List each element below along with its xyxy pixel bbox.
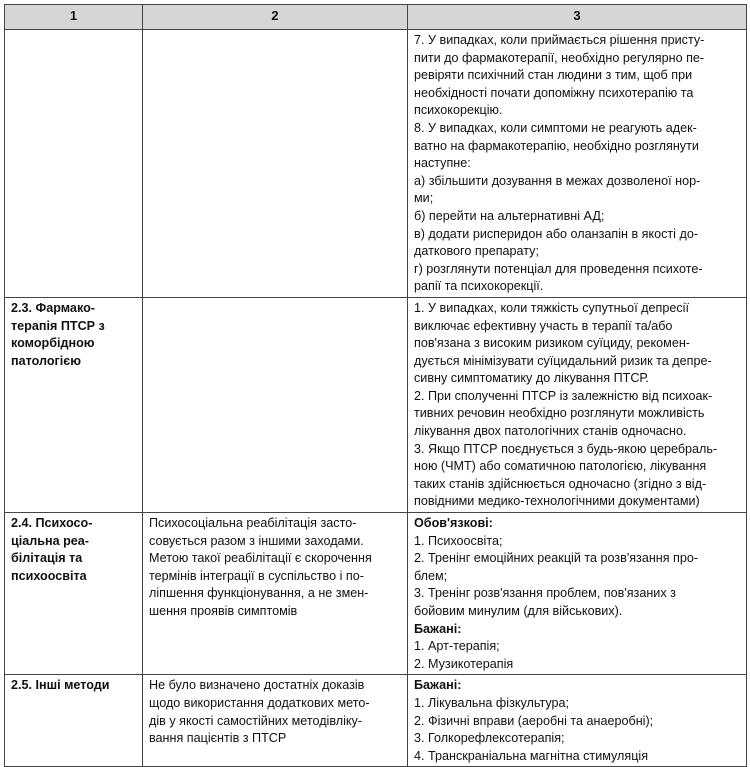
list-heading: Бажані: <box>414 621 462 636</box>
section-cell <box>5 513 143 675</box>
recommendation-line: блем; <box>414 568 448 583</box>
recommendation-line: ною (ЧМТ) або соматичною патологією, лікування <box>414 459 707 474</box>
section-title-line: білітація та <box>11 551 83 566</box>
recommendation-line: таких станів здійснюється одночасно (згідно з від- <box>414 476 707 491</box>
recommendation-line: виключає ефективну участь в терапії та/або <box>414 318 673 333</box>
section-cell <box>5 30 143 298</box>
description-line: термінів інтеграції в суспільство і по- <box>149 568 364 583</box>
recommendation-line: 8. У випадках, коли симптоми не реагують адек- <box>414 120 697 135</box>
recommendation-line: даткового препарату; <box>414 244 539 259</box>
description-line: шення проявів симптомів <box>149 604 298 618</box>
recommendation-line: бойовим минулим (для військових). <box>414 604 623 618</box>
description-line: щодо використання додаткових мето- <box>149 695 370 710</box>
header-row <box>5 5 747 30</box>
section-cell <box>5 297 143 512</box>
recommendation-line: 2. При сполученні ПТСР із залежністю від психоак- <box>414 388 713 403</box>
recommendation-cell <box>408 513 747 675</box>
table-row <box>5 675 747 767</box>
recommendation-line: 3. Якщо ПТСР поєднується з будь-якою церебраль- <box>414 441 718 456</box>
column-header-3: 3 <box>408 5 747 30</box>
recommendation-cell <box>408 30 747 298</box>
recommendation-line: пов'язана з високим ризиком суїциду, рекомен- <box>414 336 690 351</box>
recommendation-line: рапії та психокорекції. <box>414 279 544 294</box>
recommendation-line: необхідності почати допоміжну психотерапію та <box>414 85 694 100</box>
recommendation-line: тивних речовин необхідно розглянути можливість <box>414 406 705 421</box>
recommendation-cell <box>408 675 747 767</box>
recommendation-line: наступне: <box>414 156 471 171</box>
description-line: ліпшення функціонування, а не змен- <box>149 586 369 601</box>
description-line: Не було визначено достатніх доказів <box>149 678 365 693</box>
recommendation-line: 3. Голкорефлексотерапія; <box>414 731 565 746</box>
description-line: Метою такої реабілітації є скорочення <box>149 551 372 566</box>
table-row <box>5 297 747 512</box>
recommendation-line: ревіряти психічний стан людини з тим, щоб при <box>414 68 693 83</box>
description-line: совується разом з іншими заходами. <box>149 533 364 548</box>
table-row <box>5 513 747 675</box>
recommendation-line: ватно на фармакотерапію, необхідно розглянути <box>414 138 699 153</box>
section-cell <box>5 675 143 767</box>
recommendation-line: 7. У випадках, коли приймається рішення присту- <box>414 33 705 47</box>
section-title-line: ціальна реа- <box>11 533 89 548</box>
recommendation-line: 2. Тренінг емоційних реакцій та розв'язання про- <box>414 551 699 566</box>
recommendation-line: 3. Тренінг розв'язання проблем, пов'язаних з <box>414 586 676 601</box>
recommendation-line: в) додати рисперидон або оланзапін в якості до- <box>414 226 699 241</box>
section-title-line: терапія ПТСР з <box>11 318 105 333</box>
recommendation-line: сивну симптоматику до лікування ПТСР. <box>414 371 649 386</box>
recommendation-line: 4. Транскраніальна магнітна стимуляція <box>414 748 649 763</box>
recommendation-line: психокорекцію. <box>414 103 503 118</box>
recommendation-line: дується мінімізувати суїцидальний ризик та депре- <box>414 353 712 368</box>
column-header-1: 1 <box>5 5 143 30</box>
recommendation-line: 2. Фізичні вправи (аеробні та анаеробні); <box>414 713 654 728</box>
table-row <box>5 30 747 298</box>
section-title-line: психоосвіта <box>11 568 87 583</box>
description-line: дів у якості самостійних методівліку- <box>149 713 363 728</box>
recommendation-line: пити до фармакотерапії, необхідно регулярно пе- <box>414 50 705 65</box>
section-title-line: коморбідною <box>11 336 95 351</box>
section-title-line: патологією <box>11 353 81 368</box>
description-line: вання пацієнтів з ПТСР <box>149 731 287 746</box>
description-cell <box>143 30 408 298</box>
recommendation-line: г) розглянути потенціал для проведення психоте- <box>414 261 703 276</box>
description-cell <box>143 513 408 675</box>
list-heading: Обов'язкові: <box>414 516 493 531</box>
recommendation-cell <box>408 297 747 512</box>
recommendation-line: 1. Психоосвіта; <box>414 533 503 548</box>
column-header-2: 2 <box>143 5 408 30</box>
recommendation-line: 2. Музикотерапія <box>414 656 514 671</box>
recommendation-line: повідними медико-технологічними документами) <box>414 494 700 509</box>
recommendation-line: 1. У випадках, коли тяжкість супутньої депресії <box>414 300 689 315</box>
recommendation-line: а) збільшити дозування в межах дозволеної нор- <box>414 173 701 188</box>
recommendation-line: б) перейти на альтернативні АД; <box>414 208 605 223</box>
description-cell <box>143 675 408 767</box>
protocol-table <box>4 4 747 767</box>
description-line: Психосоціальна реабілітація засто- <box>149 516 357 531</box>
recommendation-line: 1. Арт-терапія; <box>414 639 500 654</box>
description-cell <box>143 297 408 512</box>
recommendation-line: 1. Лікувальна фізкультура; <box>414 695 570 710</box>
recommendation-line: лікування двох патологічних станів одночасно. <box>414 424 687 439</box>
section-title-line: 2.4. Психосо- <box>11 516 93 531</box>
recommendation-line: ми; <box>414 191 434 206</box>
list-heading: Бажані: <box>414 678 462 693</box>
section-title-line: 2.5. Інші методи <box>11 678 110 693</box>
section-title-line: 2.3. Фармако- <box>11 300 95 315</box>
